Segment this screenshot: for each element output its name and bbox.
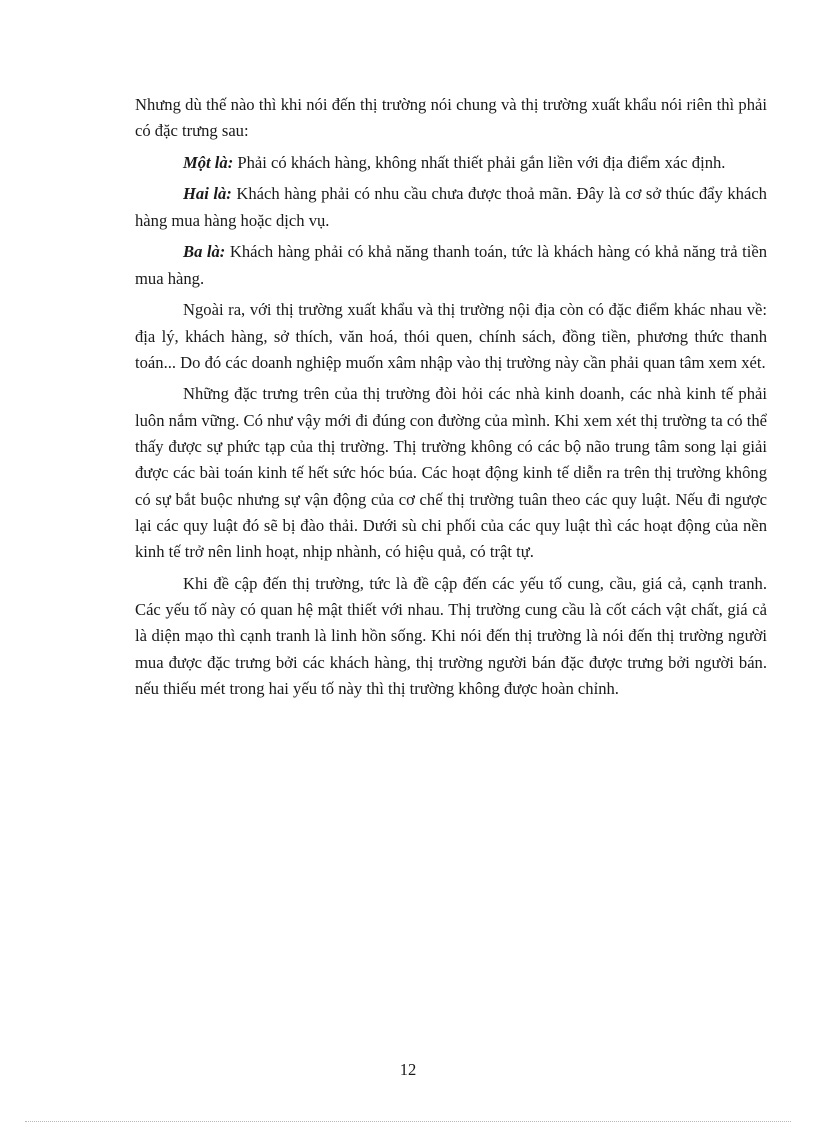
paragraph-second-characteristic — [135, 181, 767, 234]
paragraph-text: Phải có khách hàng, không nhất thiết phải gắn liền với địa điểm xác định. — [233, 152, 726, 172]
footer-divider — [25, 1121, 791, 1122]
paragraph-export-vs-domestic — [135, 297, 767, 376]
paragraph-text: Khách hàng phải có khả năng thanh toán, tức là khách hàng có khả năng trả tiền mua hàng. — [135, 242, 767, 288]
page-number: 12 — [399, 1060, 417, 1079]
paragraph-text: Nhưng dù thế nào thì khi nói đến thị trường nói chung và thị trường xuất khẩu nói riên thì phải có đặc trưng sau: — [135, 95, 767, 141]
paragraph-first-characteristic — [135, 150, 767, 176]
paragraph-market-characteristics-intro — [135, 92, 767, 145]
paragraph-lead-in: Một là: — [183, 152, 234, 172]
paragraph-text: Khách hàng phải có nhu cầu chưa được thoả mãn. Đây là cơ sở thúc đẩy khách hàng mua hàng hoặc dịch vụ. — [135, 184, 767, 230]
page-body — [135, 92, 767, 708]
paragraph-market-complexity — [135, 381, 767, 565]
paragraph-text: Ngoài ra, với thị trường xuất khẩu và thị trường nội địa còn có đặc điểm khác nhau về: địa lý, khách hàng, sở thích, văn hoá, thói quen, chính sách, đồng tiền, phương thức thanh toán... Do đó các doanh nghiệp muốn xâm nhập vào thị trường này cần phải quan tâm xem xét. — [135, 300, 767, 372]
paragraph-text: Những đặc trưng trên của thị trường đòi hỏi các nhà kinh doanh, các nhà kinh tế phải luôn nắm vững. Có như vậy mới đi đúng con đường của mình. Khi xem xét thị trường ta có thể thấy được sự phức tạp của thị trường. Thị trường không có các bộ não trung tâm song lại giải được các bài toán kinh tế hết sức hóc búa. Các hoạt động kinh tế diễn ra trên thị trường không có sự bắt buộc nhưng sự vận động của cơ chế thị trường tuân theo các quy luật. Nếu đi ngược lại các quy luật đó sẽ bị đào thải. Dưới sù chi phối của các quy luật thì các hoạt động của nền kinh tế trở nên linh hoạt, nhịp nhành, có hiệu quả, có trật tự. — [135, 384, 767, 562]
paragraph-lead-in: Ba là: — [183, 242, 226, 262]
paragraph-lead-in: Hai là: — [183, 184, 232, 204]
paragraph-supply-demand — [135, 571, 767, 702]
paragraph-third-characteristic — [135, 239, 767, 292]
paragraph-text: Khi đề cập đến thị trường, tức là đề cập đến các yếu tố cung, cầu, giá cả, cạnh tranh. Các yếu tố này có quan hệ mật thiết với nhau. Thị trường cung cầu là cốt cách vật chất, giá cả là diện mạo thì cạnh tranh là linh hồn sống. Khi nói đến thị trường là nói đến thị trường người mua được đặc trưng bởi các khách hàng, thị trường người bán đặc được trưng bởi người bán. nếu thiếu mét trong hai yếu tố này thì thị trường không được hoàn chỉnh. — [135, 573, 767, 699]
